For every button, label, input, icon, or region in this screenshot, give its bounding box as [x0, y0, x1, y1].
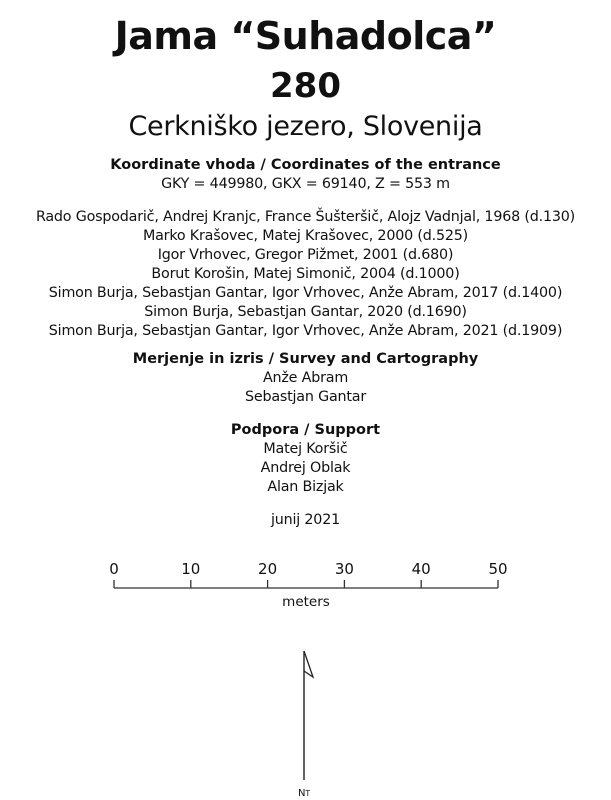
expedition-entry: Borut Korošin, Matej Simonič, 2004 (d.1000) — [151, 266, 460, 282]
support-name: Matej Koršič — [263, 441, 348, 457]
scale-tick-label: 20 — [258, 560, 278, 578]
scale-tick-label: 30 — [334, 560, 354, 578]
expedition-entry: Rado Gospodarič, Andrej Kranjc, France Šušteršič, Alojz Vadnjal, 1968 (d.130) — [35, 209, 576, 225]
cave-location: Cerkniško jezero, Slovenija — [128, 111, 483, 142]
coordinates-value: GKY = 449980, GKX = 69140, Z = 553 m — [161, 176, 450, 192]
expedition-entry: Igor Vrhovec, Gregor Pižmet, 2001 (d.680) — [157, 247, 454, 263]
north-arrow-head-icon — [304, 651, 313, 677]
survey-name: Sebastjan Gantar — [244, 389, 367, 405]
north-label-n: N — [298, 788, 306, 799]
date-text: junij 2021 — [271, 512, 340, 528]
support-heading: Podpora / Support — [230, 422, 381, 438]
scale-tick-label: 10 — [181, 560, 201, 578]
scale-tick-label: 40 — [411, 560, 431, 578]
cave-title: Jama “Suhadolca” — [114, 14, 497, 58]
expedition-entry: Simon Burja, Sebastjan Gantar, 2020 (d.1690) — [144, 304, 467, 320]
scale-tick-label: 50 — [488, 560, 508, 578]
survey-name: Anže Abram — [262, 370, 349, 386]
survey-heading: Merjenje in izris / Survey and Cartography — [132, 351, 479, 367]
cave-number: 280 — [270, 66, 341, 106]
coordinates-heading: Koordinate vhoda / Coordinates of the entrance — [110, 157, 501, 173]
support-name: Alan Bizjak — [267, 479, 344, 495]
scale-tick-label: 0 — [109, 560, 119, 578]
expedition-entry: Simon Burja, Sebastjan Gantar, Igor Vrhovec, Anže Abram, 2021 (d.1909) — [48, 323, 563, 339]
expedition-entry: Simon Burja, Sebastjan Gantar, Igor Vrhovec, Anže Abram, 2017 (d.1400) — [48, 285, 563, 301]
support-name: Andrej Oblak — [260, 460, 351, 476]
north-label-t: T — [305, 789, 311, 798]
north-arrow — [298, 651, 313, 799]
scale-unit-label: meters — [282, 594, 330, 610]
expedition-entry: Marko Krašovec, Matej Krašovec, 2000 (d.525) — [142, 228, 469, 244]
scale-ticks — [109, 560, 507, 588]
